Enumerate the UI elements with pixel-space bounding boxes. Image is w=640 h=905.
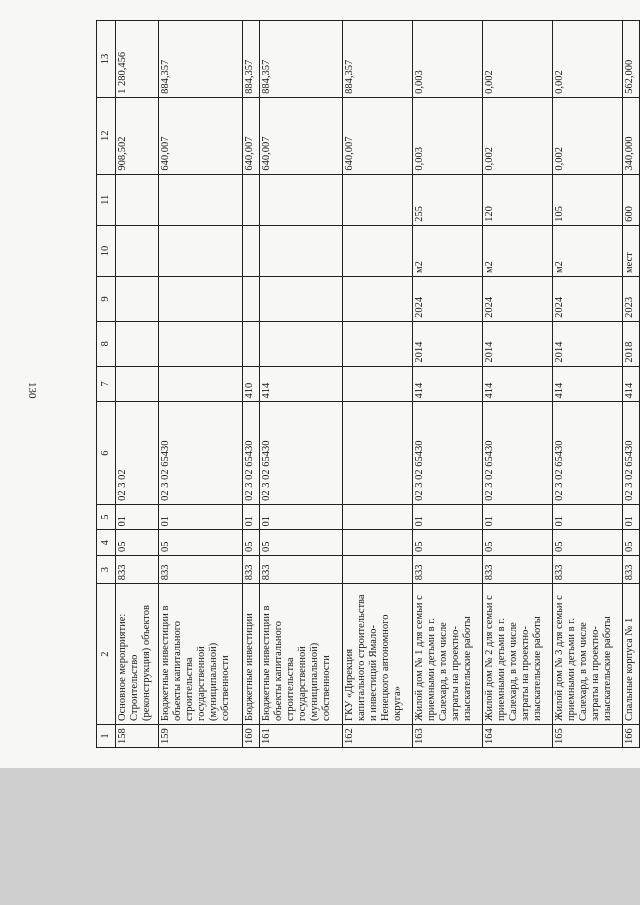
cell: 105 [553,174,623,225]
cell [342,277,412,322]
cell: 01 [242,504,259,530]
cell: 01 [623,504,640,530]
table-row [342,21,412,748]
cell: 05 [159,530,242,556]
cell: 833 [483,556,553,584]
cell: 0,002 [553,21,623,98]
cell: 833 [116,556,159,584]
cell [242,174,259,225]
cell: 05 [553,530,623,556]
cell: 05 [242,530,259,556]
row-number: 158 [116,724,159,747]
item-name: Жилой дом № 3 для семьи с приемными детьми в г. Салехард, в том числе затраты на проектно-изыскательские работы [553,584,623,725]
cell: 640,007 [159,97,242,174]
cell: 640,007 [259,97,342,174]
cell: 01 [116,504,159,530]
table-row [623,21,640,748]
table-row [242,21,259,748]
column-header: 1 [97,724,116,747]
table-row [159,21,242,748]
cell: 833 [553,556,623,584]
cell: 340,000 [623,97,640,174]
cell: 120 [483,174,553,225]
cell: 833 [413,556,483,584]
cell: 02 3 02 65430 [259,402,342,504]
cell: 02 3 02 [116,402,159,504]
cell [116,321,159,366]
scan-background [0,768,640,905]
cell: 02 3 02 65430 [159,402,242,504]
cell: 02 3 02 65430 [553,402,623,504]
cell: 01 [159,504,242,530]
cell: 600 [623,174,640,225]
cell [116,174,159,225]
cell: 833 [159,556,242,584]
cell: 833 [259,556,342,584]
cell [159,225,242,276]
table-row [483,21,553,748]
cell: 0,002 [553,97,623,174]
column-header: 4 [97,530,116,556]
cell: 2014 [553,321,623,366]
row-number: 163 [413,724,483,747]
column-header: 13 [97,21,116,98]
cell: 02 3 02 65430 [623,402,640,504]
cell: 0,003 [413,21,483,98]
cell [159,321,242,366]
cell: 414 [413,366,483,402]
cell [342,321,412,366]
row-number: 160 [242,724,259,747]
cell: 01 [413,504,483,530]
cell: 1 280,456 [116,21,159,98]
cell [116,366,159,402]
cell: 2014 [413,321,483,366]
cell [259,277,342,322]
cell [116,277,159,322]
row-number: 161 [259,724,342,747]
column-header: 10 [97,225,116,276]
cell: 414 [623,366,640,402]
row-number: 159 [159,724,242,747]
cell [342,225,412,276]
cell: 908,502 [116,97,159,174]
item-name: Бюджетные инвестиции в объекты капитального строительства государственной (муниципальной) собственности [159,584,242,725]
cell: 01 [553,504,623,530]
cell: 05 [413,530,483,556]
cell: 05 [259,530,342,556]
rotated-table-container [96,20,640,748]
row-number: 164 [483,724,553,747]
column-header: 6 [97,402,116,504]
cell: мест [623,225,640,276]
page-number: 130 [26,382,38,399]
cell: 05 [623,530,640,556]
cell [159,277,242,322]
cell: 0,003 [413,97,483,174]
cell: 0,002 [483,97,553,174]
cell [342,366,412,402]
cell: 01 [483,504,553,530]
table-row [116,21,159,748]
column-header: 12 [97,97,116,174]
cell: 255 [413,174,483,225]
cell: 410 [242,366,259,402]
cell: 2023 [623,277,640,322]
header-row [97,21,116,748]
item-name: Бюджетные инвестиции [242,584,259,725]
column-header: 7 [97,366,116,402]
item-name: ГКУ «Дирекция капитального строительства и инвестиций Ямало-Ненецкого автономного округа» [342,584,412,725]
table-row [259,21,342,748]
row-number: 166 [623,724,640,747]
cell: 02 3 02 65430 [483,402,553,504]
item-name: Жилой дом № 2 для семьи с приемными детьми в г. Салехард, в том числе затраты на проектно-изыскательские работы [483,584,553,725]
cell: м2 [483,225,553,276]
item-name: Жилой дом № 1 для семьи с приемными детьми в г. Салехард, в том числе затраты на проектно-изыскательские работы [413,584,483,725]
row-number: 165 [553,724,623,747]
column-header: 5 [97,504,116,530]
cell [342,530,412,556]
cell: 2024 [553,277,623,322]
item-name: Бюджетные инвестиции в объекты капитального строительства государственной (муниципальной) собственности [259,584,342,725]
table-row [413,21,483,748]
cell: 562,000 [623,21,640,98]
cell: 833 [623,556,640,584]
table-row [553,21,623,748]
column-header: 3 [97,556,116,584]
cell: 02 3 02 65430 [413,402,483,504]
cell: 884,357 [342,21,412,98]
column-header: 8 [97,321,116,366]
cell: 414 [259,366,342,402]
cell: 0,002 [483,21,553,98]
cell: 2018 [623,321,640,366]
cell [159,174,242,225]
budget-table [96,20,640,748]
cell [159,366,242,402]
cell [259,321,342,366]
cell: 2024 [483,277,553,322]
cell [259,225,342,276]
cell: 884,357 [242,21,259,98]
cell: 414 [483,366,553,402]
cell: 833 [242,556,259,584]
cell [116,225,159,276]
item-name: Спальные корпуса № 1 [623,584,640,725]
column-header: 9 [97,277,116,322]
cell: 01 [259,504,342,530]
cell: 414 [553,366,623,402]
cell: 2024 [413,277,483,322]
cell [342,556,412,584]
cell [242,225,259,276]
cell [242,321,259,366]
column-header: 2 [97,584,116,725]
cell: 2014 [483,321,553,366]
cell: 05 [116,530,159,556]
row-number: 162 [342,724,412,747]
cell: 640,007 [242,97,259,174]
cell [342,402,412,504]
cell [259,174,342,225]
cell [342,504,412,530]
cell [342,174,412,225]
cell: м2 [413,225,483,276]
cell: м2 [553,225,623,276]
cell: 02 3 02 65430 [242,402,259,504]
cell: 05 [483,530,553,556]
cell [242,277,259,322]
cell: 640,007 [342,97,412,174]
cell: 884,357 [259,21,342,98]
cell: 884,357 [159,21,242,98]
item-name: Основное мероприятие: Строительство (реконструкция) объектов [116,584,159,725]
column-header: 11 [97,174,116,225]
